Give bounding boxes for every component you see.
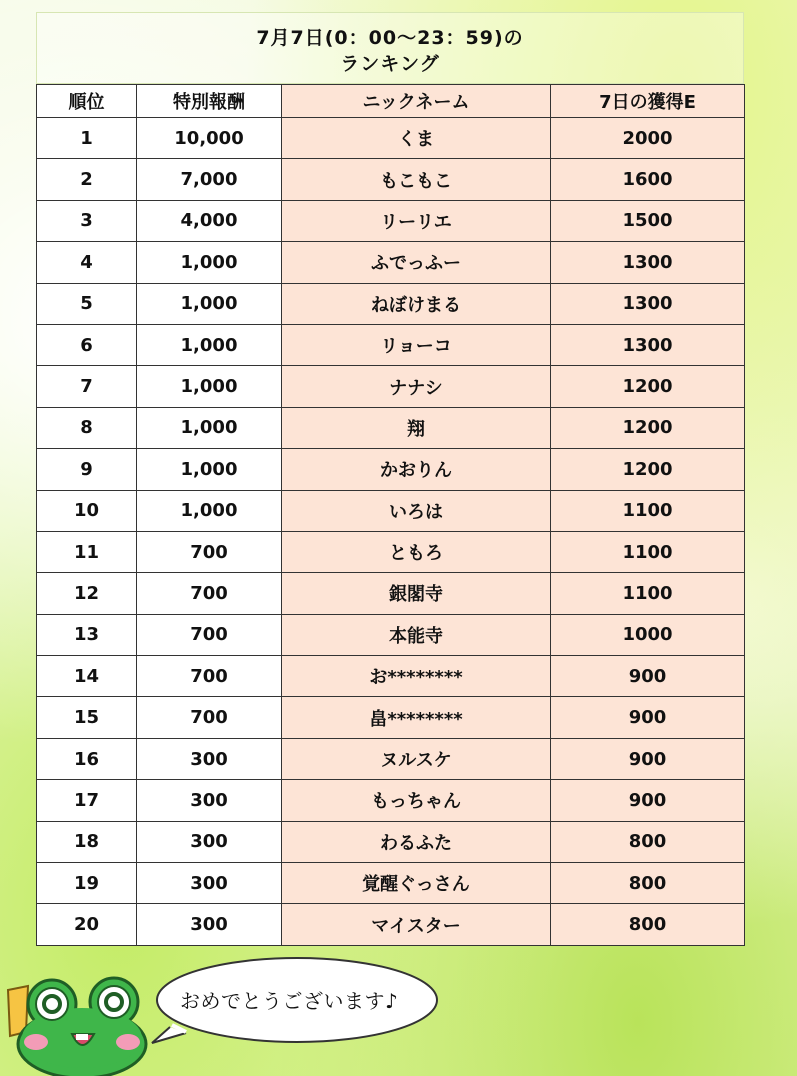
nickname-cell: いろは [282, 490, 551, 531]
table-row [37, 531, 745, 572]
table-row [37, 366, 745, 407]
rank-cell: 12 [37, 573, 137, 614]
table-row [37, 283, 745, 324]
points-cell: 900 [551, 738, 745, 779]
reward-cell: 300 [137, 821, 282, 862]
reward-cell: 300 [137, 904, 282, 945]
reward-cell: 700 [137, 614, 282, 655]
table-row [37, 573, 745, 614]
points-cell: 1300 [551, 242, 745, 283]
reward-cell: 1,000 [137, 283, 282, 324]
table-row [37, 738, 745, 779]
points-cell: 900 [551, 697, 745, 738]
nickname-cell: リーリエ [282, 200, 551, 241]
points-cell: 1100 [551, 531, 745, 572]
reward-cell: 700 [137, 656, 282, 697]
table-row [37, 656, 745, 697]
column-header-reward: 特別報酬 [137, 85, 282, 118]
nickname-cell: マイスター [282, 904, 551, 945]
title-panel [36, 12, 744, 84]
reward-cell: 700 [137, 573, 282, 614]
points-cell: 800 [551, 821, 745, 862]
rank-cell: 18 [37, 821, 137, 862]
nickname-cell: もこもこ [282, 159, 551, 200]
column-header-nickname: ニックネーム [282, 85, 551, 118]
reward-cell: 1,000 [137, 366, 282, 407]
reward-cell: 7,000 [137, 159, 282, 200]
points-cell: 1200 [551, 407, 745, 448]
nickname-cell: ともろ [282, 531, 551, 572]
nickname-cell: リョーコ [282, 324, 551, 365]
points-cell: 800 [551, 904, 745, 945]
nickname-cell: 銀閣寺 [282, 573, 551, 614]
table-row [37, 697, 745, 738]
rank-cell: 5 [37, 283, 137, 324]
table-row [37, 614, 745, 655]
table-header-row [37, 85, 745, 118]
rank-cell: 14 [37, 656, 137, 697]
nickname-cell: ヌルスケ [282, 738, 551, 779]
reward-cell: 1,000 [137, 407, 282, 448]
points-cell: 1100 [551, 490, 745, 531]
rank-cell: 13 [37, 614, 137, 655]
points-cell: 1600 [551, 159, 745, 200]
rank-cell: 3 [37, 200, 137, 241]
nickname-cell: ナナシ [282, 366, 551, 407]
table-row [37, 200, 745, 241]
table-row [37, 780, 745, 821]
reward-cell: 1,000 [137, 242, 282, 283]
nickname-cell: もっちゃん [282, 780, 551, 821]
rank-cell: 16 [37, 738, 137, 779]
reward-cell: 700 [137, 531, 282, 572]
table-row [37, 449, 745, 490]
column-header-points: 7日の獲得E [551, 85, 745, 118]
reward-cell: 10,000 [137, 118, 282, 159]
points-cell: 1300 [551, 283, 745, 324]
rank-cell: 15 [37, 697, 137, 738]
table-row [37, 863, 745, 904]
rank-cell: 8 [37, 407, 137, 448]
points-cell: 1100 [551, 573, 745, 614]
reward-cell: 700 [137, 697, 282, 738]
reward-cell: 300 [137, 738, 282, 779]
table-row [37, 407, 745, 448]
table-row [37, 821, 745, 862]
table-row [37, 490, 745, 531]
column-header-rank: 順位 [37, 85, 137, 118]
points-cell: 2000 [551, 118, 745, 159]
rank-cell: 6 [37, 324, 137, 365]
reward-cell: 1,000 [137, 449, 282, 490]
nickname-cell: ふでっふー [282, 242, 551, 283]
rank-cell: 1 [37, 118, 137, 159]
reward-cell: 4,000 [137, 200, 282, 241]
nickname-cell: 畠******** [282, 697, 551, 738]
table-row [37, 904, 745, 945]
rank-cell: 20 [37, 904, 137, 945]
points-cell: 1000 [551, 614, 745, 655]
reward-cell: 300 [137, 780, 282, 821]
nickname-cell: わるふた [282, 821, 551, 862]
nickname-cell: かおりん [282, 449, 551, 490]
reward-cell: 300 [137, 863, 282, 904]
rank-cell: 11 [37, 531, 137, 572]
rank-cell: 10 [37, 490, 137, 531]
nickname-cell: ねぼけまる [282, 283, 551, 324]
table-row [37, 118, 745, 159]
ranking-subtitle: ランキング [340, 53, 440, 75]
congratulations-text: おめでとうございます♪ [180, 989, 399, 1013]
nickname-cell: 本能寺 [282, 614, 551, 655]
nickname-cell: お******** [282, 656, 551, 697]
points-cell: 1200 [551, 366, 745, 407]
rank-cell: 9 [37, 449, 137, 490]
rank-cell: 4 [37, 242, 137, 283]
reward-cell: 1,000 [137, 324, 282, 365]
points-cell: 900 [551, 780, 745, 821]
reward-cell: 1,000 [137, 490, 282, 531]
table-row [37, 242, 745, 283]
rank-cell: 2 [37, 159, 137, 200]
table-row [37, 324, 745, 365]
points-cell: 1200 [551, 449, 745, 490]
rank-cell: 7 [37, 366, 137, 407]
nickname-cell: 翔 [282, 407, 551, 448]
frog-mascot-icon [6, 972, 156, 1076]
rank-cell: 17 [37, 780, 137, 821]
nickname-cell: くま [282, 118, 551, 159]
table-row [37, 159, 745, 200]
nickname-cell: 覚醒ぐっさん [282, 863, 551, 904]
points-cell: 1300 [551, 324, 745, 365]
ranking-title: 7月7日(0：00～23：59)の [256, 27, 524, 49]
rank-cell: 19 [37, 863, 137, 904]
ranking-table [36, 84, 745, 946]
points-cell: 900 [551, 656, 745, 697]
points-cell: 1500 [551, 200, 745, 241]
points-cell: 800 [551, 863, 745, 904]
